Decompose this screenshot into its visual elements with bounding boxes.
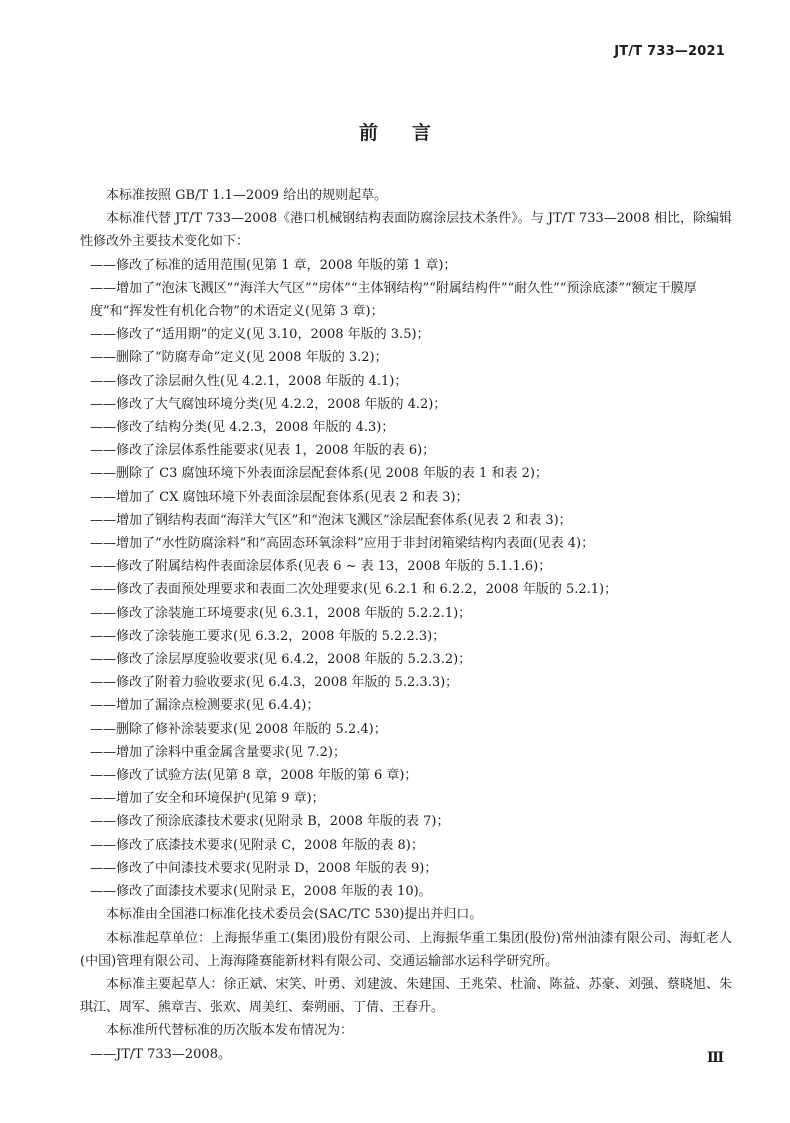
change-item: ——增加了“水性防腐涂料”和“高固态环氧涂料”应用于非封闭箱梁结构内表面(见表 4)； bbox=[90, 536, 595, 552]
page-number: Ⅲ bbox=[706, 1050, 724, 1066]
change-item: ——修改了涂装施工环境要求(见 6.3.1，2008 年版的 5.2.2.1)； bbox=[90, 605, 472, 621]
drafters-paragraph: 本标准主要起草人：徐正斌、宋笑、叶勇、刘建波、朱建国、王兆荣、杜渝、陈益、苏豪、刘强、蔡晓旭、朱琪江、周军、熊章吉、张欢、周美红、秦朔丽、丁倩、王春升。 bbox=[80, 976, 732, 1016]
drafting-units-paragraph: 本标准起草单位：上海振华重工(集团)股份有限公司、上海振华重工集团(股份)常州油漆有限公司、海虹老人(中国)管理有限公司、上海海隆赛能新材料有限公司、交通运输部水运科学研究所。 bbox=[80, 930, 732, 969]
replacement-paragraph: 本标准代替 JT/T 733—2008《港口机械钢结构表面防腐涂层技术条件》。与 JT/T 733—2008 相比，除编辑性修改外主要技术变化如下： bbox=[80, 211, 732, 250]
change-item: ——修改了表面预处理要求和表面二次处理要求(见 6.2.1 和 6.2.2，2008 年版的 5.2.1)； bbox=[90, 582, 618, 598]
page-title: 前言 bbox=[358, 122, 465, 144]
change-item: ——修改了涂层厚度验收要求(见 6.4.2，2008 年版的 5.2.3.2)； bbox=[90, 652, 472, 668]
drafting-rule-paragraph: 本标准按照 GB/T 1.1—2009 给出的规则起草。 bbox=[106, 188, 388, 203]
history-intro-paragraph: 本标准所代替标准的历次版本发布情况为： bbox=[106, 1023, 354, 1039]
change-item: ——删除了“防腐寿命”定义(见 2008 年版的 3.2)； bbox=[90, 350, 388, 366]
change-item: ——修改了面漆技术要求(见附录 E，2008 年版的表 10)。 bbox=[90, 884, 432, 900]
document-body bbox=[80, 184, 732, 1066]
change-list bbox=[80, 254, 732, 904]
change-item: ——增加了钢结构表面“海洋大气区”和“泡沫飞溅区”涂层配套体系(见表 2 和表 3)； bbox=[90, 512, 572, 528]
change-item: ——修改了结构分类(见 4.2.3，2008 年版的 4.3)； bbox=[90, 420, 395, 436]
change-item: ——修改了大气腐蚀环境分类(见 4.2.2，2008 年版的 4.2)； bbox=[90, 396, 447, 412]
change-item: ——增加了 CX 腐蚀环境下外表面涂层配套体系(见表 2 和表 3)； bbox=[90, 489, 469, 505]
change-item: ——删除了修补涂装要求(见 2008 年版的 5.2.4)； bbox=[90, 721, 387, 737]
change-item: ——增加了安全和环境保护(见第 9 章)； bbox=[90, 791, 325, 807]
change-item: ——修改了附属结构件表面涂层体系(见表 6 ~ 表 13，2008 年版的 5.1.1.6)； bbox=[90, 559, 552, 575]
change-item: ——增加了涂料中重金属含量要求(见 7.2)； bbox=[90, 744, 346, 760]
change-item: ——修改了试验方法(见第 8 章，2008 年版的第 6 章)； bbox=[90, 768, 418, 784]
change-item: ——修改了涂层耐久性(见 4.2.1，2008 年版的 4.1)； bbox=[90, 373, 408, 389]
change-item: ——修改了涂装施工要求(见 6.3.2，2008 年版的 5.2.2.3)； bbox=[90, 628, 446, 644]
change-item: ——修改了中间漆技术要求(见附录 D，2008 年版的表 9)； bbox=[90, 860, 438, 876]
change-item: ——增加了漏涂点检测要求(见 6.4.4)； bbox=[90, 698, 320, 714]
change-item: ——修改了“适用期”的定义(见 3.10，2008 年版的 3.5)； bbox=[90, 327, 430, 343]
change-item: ——修改了涂层体系性能要求(见表 1，2008 年版的表 6)； bbox=[90, 443, 436, 459]
committee-paragraph: 本标准由全国港口标准化技术委员会(SAC/TC 530)提出并归口。 bbox=[106, 907, 483, 923]
change-item: ——增加了“泡沫飞溅区”“海洋大气区”“房体”“主体钢结构”“附属结构件”“耐久性”“预涂底漆”“额定干膜厚度”和“挥发性有机化合物”的术语定义(见第 3 章)； bbox=[90, 280, 697, 320]
change-item: ——修改了预涂底漆技术要求(见附录 B，2008 年版的表 7)； bbox=[90, 814, 450, 830]
change-item: ——删除了 C3 腐蚀环境下外表面涂层配套体系(见 2008 年版的表 1 和表 2)； bbox=[90, 466, 548, 482]
history-item: ——JT/T 733—2008。 bbox=[90, 1046, 231, 1062]
change-item: ——修改了底漆技术要求(见附录 C，2008 年版的表 8)； bbox=[90, 837, 424, 853]
change-item: ——修改了标准的适用范围(见第 1 章，2008 年版的第 1 章)； bbox=[90, 257, 457, 273]
document-code: JT/T 733—2021 bbox=[614, 44, 725, 59]
change-item: ——修改了附着力验收要求(见 6.4.3，2008 年版的 5.2.3.3)； bbox=[90, 675, 459, 691]
